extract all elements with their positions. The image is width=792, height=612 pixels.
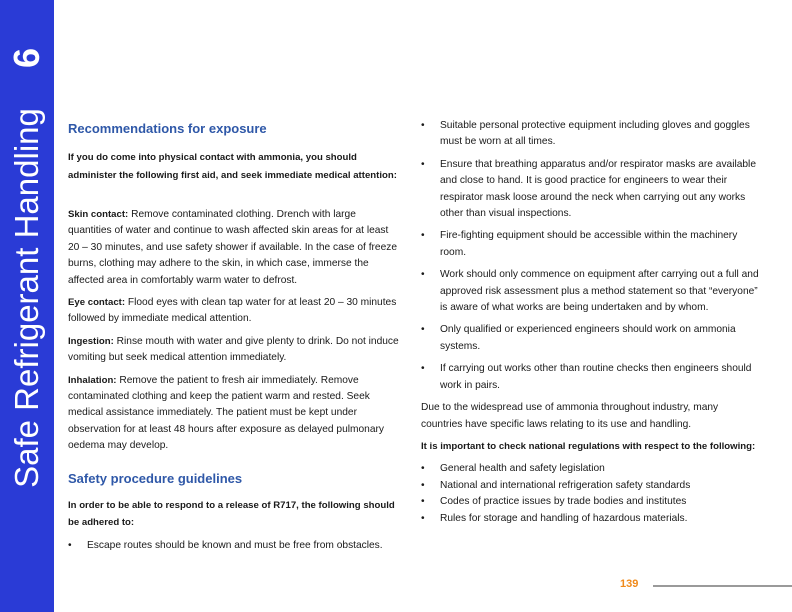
sidebar-tab bbox=[0, 0, 54, 612]
ingestion-text: Rinse mouth with water and give plenty to drink. Do not induce vomiting but seek medical attention immediately. bbox=[68, 335, 399, 364]
list-item: • Codes of practice issues by trade bodies and institutes bbox=[421, 494, 761, 510]
bullet-icon: • bbox=[421, 324, 425, 336]
inhalation-paragraph bbox=[68, 373, 400, 455]
inhalation-term: Inhalation: bbox=[68, 374, 117, 386]
list-item: • If carrying out works other than routine checks then engineers should work in pairs. bbox=[421, 363, 752, 391]
bullet-icon: • bbox=[421, 512, 425, 524]
list-item: • General health and safety legislation bbox=[421, 461, 761, 477]
eye-contact-term: Eye contact: bbox=[68, 297, 126, 309]
regulations-list bbox=[421, 461, 761, 527]
skin-contact-term: Skin contact: bbox=[68, 209, 129, 220]
list-item: • Suitable personal protective equipment including gloves and goggles must be worn at all times. bbox=[421, 120, 750, 148]
chapter-title: Safe Refrigerant Handling bbox=[8, 108, 45, 488]
bullet-icon: • bbox=[421, 479, 425, 491]
exposure-intro: If you do come into physical contact with ammonia, you should administer the following first aid, and seek immediate medical attention: bbox=[68, 152, 397, 181]
list-item: • Escape routes should be known and must be free from obstacles. bbox=[68, 538, 400, 554]
list-item: • Only qualified or experienced engineers should work on ammonia systems. bbox=[421, 324, 736, 352]
list-item: • Work should only commence on equipment after carrying out a full and approved risk assessment plus a method statement so that “everyone” is aware of what works are being undertaken and by whom. bbox=[421, 269, 759, 314]
footer-rule bbox=[653, 585, 792, 587]
ingestion-paragraph bbox=[68, 334, 400, 367]
left-bullet-list bbox=[68, 538, 400, 554]
right-column bbox=[421, 118, 761, 527]
ingestion-term: Ingestion: bbox=[68, 335, 114, 347]
heading-safety-procedure: Safety procedure guidelines bbox=[68, 470, 243, 486]
list-item: • Rules for storage and handling of hazardous materials. bbox=[421, 511, 761, 527]
bullet-icon: • bbox=[421, 463, 425, 475]
right-bullet-list bbox=[421, 118, 761, 394]
list-item: • Fire-fighting equipment should be accessible within the machinery room. bbox=[421, 230, 738, 258]
skin-contact-paragraph bbox=[68, 207, 400, 289]
page-number: 139 bbox=[620, 578, 639, 590]
bullet-icon: • bbox=[421, 496, 425, 508]
heading-recommendations: Recommendations for exposure bbox=[68, 121, 267, 136]
regulations-paragraph: Due to the widespread use of ammonia throughout industry, many countries have specific laws relating to its use and handling. bbox=[421, 402, 719, 430]
chapter-number: 6 bbox=[6, 47, 47, 69]
bullet-icon: • bbox=[421, 120, 425, 131]
regulations-bold-line: It is important to check national regulations with respect to the following: bbox=[421, 440, 756, 452]
bullet-icon: • bbox=[68, 539, 72, 551]
bullet-icon: • bbox=[421, 363, 425, 375]
skin-contact-text: Remove contaminated clothing. Drench with large quantities of water and continue to wash affected skin areas for at least 20 – 30 minutes, and use safety shower if available. In the case of freeze burns, clothing may adhere to the skin, in which case, immerse the affected area in comfortably warm water to defrost. bbox=[68, 209, 398, 286]
bullet-icon: • bbox=[421, 230, 425, 242]
left-column bbox=[68, 120, 400, 554]
eye-contact-text: Flood eyes with clean tap water for at least 20 – 30 minutes followed by immediate medical attention. bbox=[68, 297, 397, 325]
inhalation-text: Remove the patient to fresh air immediately. Remove contaminated clothing and keep the patient warm and rested. Seek medical assistance immediately. The patient must be kept under observation for at least 48 hours after exposure as delayed pulmonary oedema may develop. bbox=[68, 374, 384, 452]
eye-contact-paragraph bbox=[68, 295, 400, 328]
list-item: • Ensure that breathing apparatus and/or respirator masks are available and close to hand. It is good practice for engineers to wear their respirator mask loose around the neck when carrying out any works other than visual inspections. bbox=[421, 158, 756, 220]
bullet-icon: • bbox=[421, 269, 425, 281]
list-item: • National and international refrigeration safety standards bbox=[421, 478, 761, 494]
safety-intro: In order to be able to respond to a release of R717, the following should be adhered to: bbox=[68, 499, 395, 529]
bullet-icon: • bbox=[421, 158, 425, 170]
